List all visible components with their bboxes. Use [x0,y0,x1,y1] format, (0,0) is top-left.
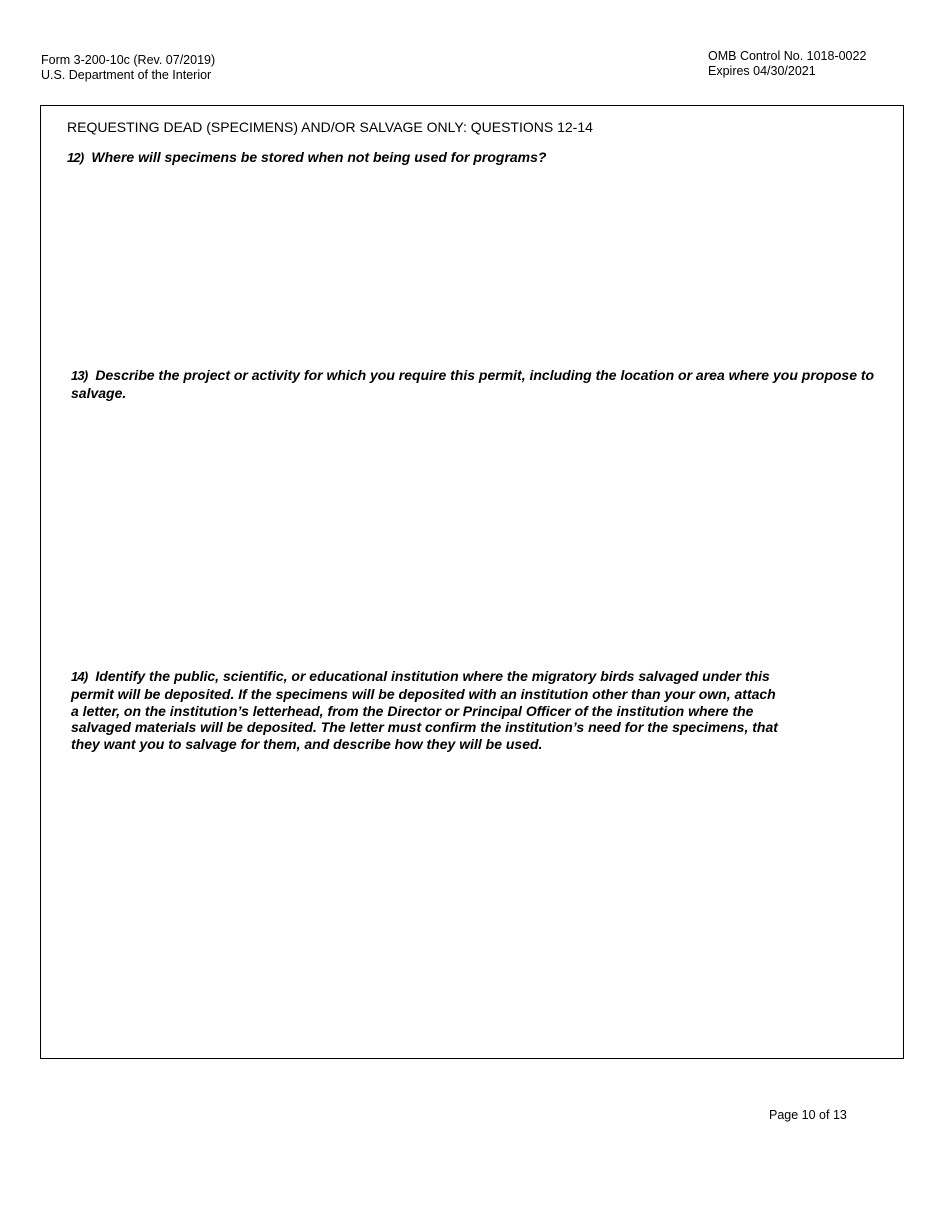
question-14-text: Identify the public, scientific, or educational institution where the migratory birds salvaged under this permit will be deposited. If the specimens will be deposited with an institution other than your own, attach a letter, on the institution’s letterhead, from the Director or Principal Officer of the institution where the salvaged materials will be deposited. The letter must confirm the institution’s need for the specimens, that they want you to salvage for them, and describe how they will be used. [71,668,778,753]
form-identification [41,53,215,83]
question-14-answer-field[interactable] [67,756,877,1046]
question-14-number: 14) [71,669,88,684]
expiration-date: Expires 04/30/2021 [708,64,816,78]
question-12 [67,149,546,167]
question-12-number: 12) [67,150,84,165]
questions-form-box [40,105,904,1059]
question-13-answer-field[interactable] [67,406,877,656]
question-13-text: Describe the project or activity for which you require this permit, including the location or area where you propose to salvage. [71,367,875,401]
question-13-number: 13) [71,368,88,383]
page-number: Page 10 of 13 [769,1108,847,1122]
omb-control-number: OMB Control No. 1018-0022 [708,49,867,63]
question-12-answer-field[interactable] [67,176,877,356]
question-13 [71,367,883,402]
department-name: U.S. Department of the Interior [41,68,212,82]
form-number: Form 3-200-10c (Rev. 07/2019) [41,53,216,67]
section-heading: REQUESTING DEAD (SPECIMENS) AND/OR SALVAGE ONLY: QUESTIONS 12-14 [67,119,593,135]
omb-info [708,49,866,79]
question-14 [71,668,786,753]
question-12-text: Where will specimens be stored when not being used for programs? [91,149,547,165]
